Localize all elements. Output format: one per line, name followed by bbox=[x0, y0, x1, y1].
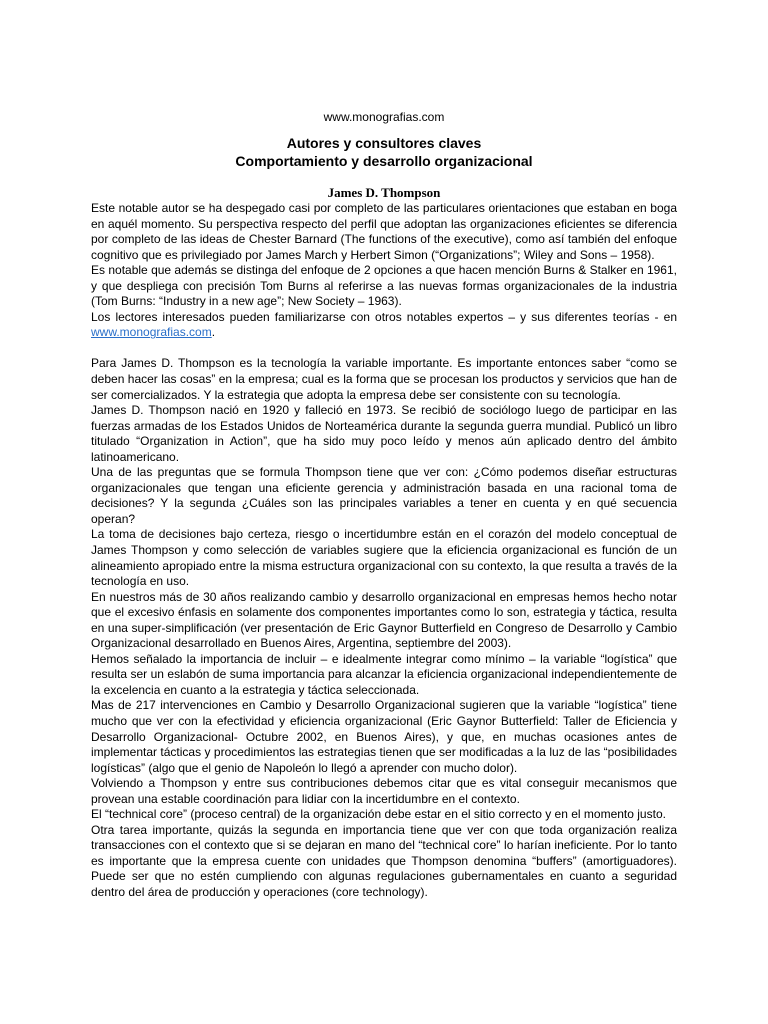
monografias-link[interactable]: www.monografias.com bbox=[91, 325, 212, 340]
readers-note-text: Los lectores interesados pueden familiarizarse con otros notables expertos – y sus diferentes teorías - en bbox=[91, 309, 677, 324]
paragraph: Una de las preguntas que se formula Thompson tiene que ver con: ¿Cómo podemos diseñar estructuras organizacionales que tengan una eficiente gerencia y administración basada en una racional toma de decisiones? Y la segunda ¿Cuáles son las principales variables a tener en cuenta y en qué secuencia operan? bbox=[91, 465, 677, 526]
site-header: www.monografias.com bbox=[323, 110, 445, 124]
document-page bbox=[91, 110, 677, 901]
paragraph: Es notable que además se distinga del enfoque de 2 opciones a que hacen mención Burns & Stalker en 1961, y que despliega con precisión Tom Burns al referirse a las nuevas formas organizacionales de la industria (Tom Burns: “Industry in a new age”; New Society – 1963). bbox=[91, 263, 677, 309]
readers-note bbox=[91, 310, 677, 341]
document-title-line-2: Comportamiento y desarrollo organizacional bbox=[235, 153, 533, 169]
author-heading: James D. Thompson bbox=[327, 185, 441, 200]
paragraph: En nuestros más de 30 años realizando cambio y desarrollo organizacional en empresas hemos hecho notar que el excesivo énfasis en solamente dos componentes importantes como lo son, estrategia y táctica, resulta en una super-simplificación (ver presentación de Eric Gaynor Butterfield en Congreso de Desarrollo y Cambio Organizacional desarrollado en Buenos Aires, Argentina, septiembre del 2003). bbox=[91, 589, 677, 651]
paragraph: La toma de decisiones bajo certeza, riesgo o incertidumbre están en el corazón del modelo conceptual de James Thompson y como selección de variables sugiere que la eficiencia organizacional es función de un alineamiento apropiado entre la misma estructura organizacional con su contexto, la que resulta a través de la tecnología en uso. bbox=[91, 527, 677, 589]
paragraph: James D. Thompson nació en 1920 y falleció en 1973. Se recibió de sociólogo luego de participar en las fuerzas armadas de los Estados Unidos de Norteamérica durante la segunda guerra mundial. Publicó un libro titulado “Organization in Action”, que ha sido muy poco leído y menos aún aplicado dentro del ámbito latinoamericano. bbox=[91, 403, 677, 464]
paragraph: Para James D. Thompson es la tecnología la variable importante. Es importante entonces saber “como se deben hacer las cosas” en la empresa; cual es la forma que se procesan los productos y servicios que han de ser comercializados. Y la estrategia que adopta la empresa debe ser consistente con su tecnología. bbox=[91, 356, 677, 402]
readers-note-suffix: . bbox=[211, 325, 216, 340]
paragraph: Volviendo a Thompson y entre sus contribuciones debemos citar que es vital conseguir mecanismos que provean una estable coordinación para lidiar con la incertidumbre en el contexto. bbox=[91, 776, 677, 806]
paragraph: El “technical core” (proceso central) de la organización debe estar en el sitio correcto y en el momento justo. bbox=[91, 807, 666, 822]
paragraph: Este notable autor se ha despegado casi por completo de las particulares orientaciones que estaban en boga en aquél momento. Su perspectiva respecto del perfil que adoptan las organizaciones eficientes se diferencia por completo de las ideas de Chester Barnard (The functions of the executive), como así también del enfoque cognitivo que es privilegiado por James March y Herbert Simon (“Organizations”; Wiley and Sons – 1958). bbox=[91, 201, 677, 262]
paragraph: Hemos señalado la importancia de incluir – e idealmente integrar como mínimo – la variable “logística” que resulta ser un eslabón de suma importancia para alcanzar la eficiencia organizacional independientemente de la excelencia en cuanto a la estrategia y táctica seleccionada. bbox=[91, 651, 677, 697]
paragraph: Otra tarea importante, quizás la segunda en importancia tiene que ver con que toda organización realiza transacciones con el contexto que si se dejaran en mano del “technical core” lo harían ineficiente. Por lo tanto es importante que la empresa cuente con unidades que Thompson denomina “buffers” (amortiguadores). Puede ser que no estén cumpliendo con algunas regulaciones gubernamentales en cuanto a seguridad dentro del área de producción y operaciones (core technology). bbox=[91, 822, 677, 900]
document-title-line-1: Autores y consultores claves bbox=[286, 135, 482, 151]
paragraph: Mas de 217 intervenciones en Cambio y Desarrollo Organizacional sugieren que la variable “logística” tiene mucho que ver con la efectividad y eficiencia organizacional (Eric Gaynor Butterfield: Taller de Eficiencia y Desarrollo Organizacional- Octubre 2002, en Buenos Aires), y que, en muchas ocasiones antes de implementar tácticas y procedimientos las estrategias tienen que ser modificadas a la luz de las “posibilidades logísticas” (algo que el genio de Napoleón lo llegó a aprender con mucho dolor). bbox=[91, 698, 677, 775]
